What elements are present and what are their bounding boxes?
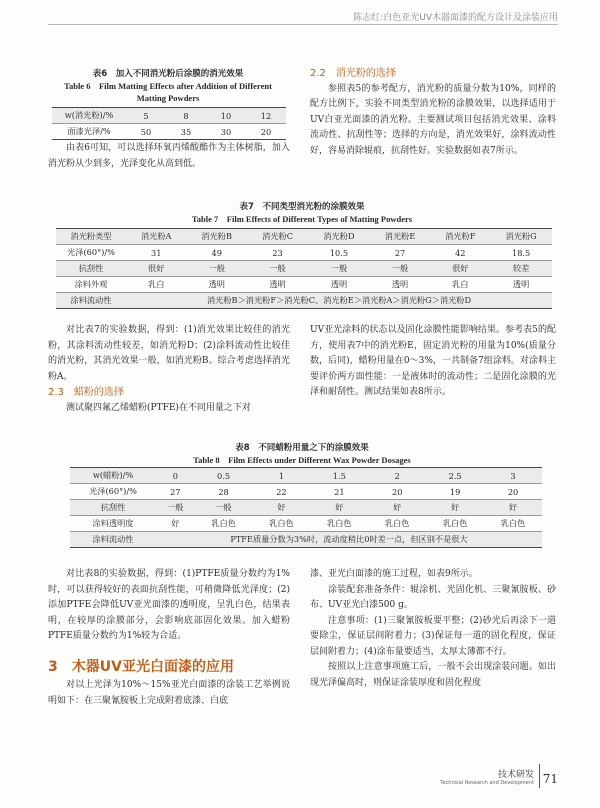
table7-cell: 23 [247,245,308,261]
table7-label: 光泽(60°)/% [56,245,126,261]
table7-header: 消光粉C [247,229,308,245]
left-column-bottom [48,567,290,645]
right-column-mid [310,323,556,401]
table7-caption [48,201,556,225]
paragraph: 参照表5的参考配方，消光粉的质量分数为10%，同样的配方比例下，实验不同类型消光粉的涂膜效果，以选择适用于UV白亚光面漆的消光粉。主要测试项目包括消光效果、涂料流动性、抗刮性等；选择的方向是，消光效果好，涂料流动性好，容易消除辊痕，抗刮性好。实验数据如表7所示。 [310,83,556,156]
table7-header: 消光粉E [370,229,431,245]
table6-caption-cn: 表6 加入不同消光粉后涂膜的消光效果 [92,69,244,79]
table8-caption-en: Table 8 Film Effects under Different Wax Powder Dosages [193,455,411,465]
table7-flow-cell: 消光粉B＞消光粉F＞消光粉C、消光粉E＞消光粉A＞消光粉G＞消光粉D [126,293,552,309]
table7-cell: 乳白 [126,277,186,293]
table7-header: 消光粉类型 [56,229,126,245]
table8-cell: 好 [156,516,195,532]
table6-cell: 10 [206,108,246,124]
table8-header: 3 [484,468,542,484]
header-rule [48,24,558,25]
paragraph: 对以上光泽为10%～15%亚光白面漆的涂装工艺举例说明如下：在三聚氰胺板上完成附着底漆、白底 [48,680,290,706]
table7-cell: 很好 [126,261,186,277]
table7-cell: 很好 [430,261,490,277]
table8-cell: 好 [426,500,484,516]
left-column-end [48,678,290,709]
left-column-top [48,141,290,172]
table7-header: 消光粉B [186,229,247,245]
paragraph: 由表6可知，可以选择环氧丙烯酸酯作为主体树脂，加入消光粉从少到多，光泽变化从高到低。 [48,143,290,169]
table8-cell: 好 [484,500,542,516]
table7-cell: 透明 [186,277,247,293]
footer-divider [539,764,540,788]
table8-cell: 27 [156,484,195,500]
section-2-2-heading: 2.2 消光粉的选择 [310,68,396,79]
table7-caption-cn: 表7 不同类型消光粉的涂膜效果 [239,202,365,212]
table7-header: 消光粉G [490,229,552,245]
table8-cell: 一般 [156,500,195,516]
table8-cell: 一般 [195,500,253,516]
section-3-heading: 3 木器UV亚光白面漆的应用 [48,659,234,675]
paragraph: UV亚光涂料的状态以及固化涂膜性能影响结果。参考表5的配方，使用表7中的消光粉E，固定消光粉的用量为10%(质量分数，后同)，蜡粉用量在0～3%，一共制备7组涂料。对涂料主要评价两方面性能：一是液体时的流动性；二是固化涂膜的光泽和耐刮性。测试结果如表8所示。 [310,325,556,397]
table8-label: 涂料流动性 [70,532,156,548]
table7-cell: 一般 [370,261,431,277]
table6-label: w(消光粉)/% [52,108,126,124]
table8-cell: 乳白色 [195,516,253,532]
table7 [56,228,552,309]
table7-header: 消光粉D [308,229,370,245]
paragraph: 按照以上注意事项施工后，一般不会出现涂装问题。如出现光泽偏高时，则保证涂装厚度和固化程度 [310,662,556,688]
table8-cell: 乳白色 [368,516,426,532]
table7-label: 抗刮性 [56,261,126,277]
table8-label: w(蜡粉)/% [70,468,156,484]
table8-label: 抗刮性 [70,500,156,516]
table8-cell: 乳白色 [426,516,484,532]
table8-cell: 乳白色 [252,516,310,532]
table7-cell: 乳白 [430,277,490,293]
table8-caption-cn: 表8 不同蜡粉用量之下的涂膜效果 [235,443,369,453]
table8-label: 涂料透明度 [70,516,156,532]
table7-cell: 27 [370,245,431,261]
table6-cell: 12 [246,108,286,124]
paragraph: 对比表8的实验数据，得到：(1)PTFE质量分数约为1%时，可以获得较好的表面抗刮性能，可稍微降低光泽度；(2)添加PTFE会降低UV亚光面漆的透明度，呈乳白色，结果表明，在较厚的涂膜部分，会影响底部固化效果。加入蜡粉PTFE质量分数约为1%较为合适。 [48,569,290,641]
table8-header: 1 [252,468,310,484]
table7-cell: 透明 [490,277,552,293]
table8-flow-cell: PTFE质量分数为3%时，流动度稍比0时差一点，但区别不是很大 [156,532,542,548]
table6-cell: 35 [180,126,192,137]
footer-subtitle: Technical Research and Development [440,780,534,786]
paragraph: 对比表7的实验数据，得到：(1)消光效果比较佳的消光粉，其涂料流动性较差，如消光粉D；(2)涂料流动性比较佳的消光粉，其消光效果一般，如消光粉B。综合考虑选择消光粉A。 [48,325,290,382]
table8-cell: 19 [426,484,484,500]
table7-header: 消光粉F [430,229,490,245]
table8 [70,467,542,548]
table6-cell: 30 [220,126,232,137]
table7-caption-en: Table 7 Film Effects of Different Types of Matting Powders [191,214,413,224]
table8-caption [48,442,556,466]
table7-cell: 透明 [370,277,431,293]
table6-caption-en1: Table 6 Film Matting Effects after Addition of Different [64,81,272,91]
table8-cell: 22 [252,484,310,500]
table6-cell: 50 [140,126,152,137]
table6-cell: 8 [166,108,206,124]
page-number: 71 [542,772,558,786]
right-column-bottom [310,567,556,691]
table7-cell: 10.5 [308,245,370,261]
table8-cell: 20 [484,484,542,500]
table6-caption-en2: Matting Powders [136,93,200,103]
table7-header: 消光粉A [126,229,186,245]
table6-cell: 20 [260,126,272,137]
table7-cell: 一般 [308,261,370,277]
table8-header: 2 [368,468,426,484]
left-column-mid [48,323,290,416]
table8-header: 2.5 [426,468,484,484]
table8-header: 1.5 [310,468,368,484]
table7-cell: 49 [186,245,247,261]
section-2-3-heading: 2.3 蜡粉的选择 [48,387,124,398]
table8-label: 光泽(60°)/% [70,484,156,500]
running-header: 陈志红:白色亚光UV木器面漆的配方设计及涂装应用 [353,13,558,23]
table6-cell: 5 [126,108,166,124]
table8-cell: 好 [368,500,426,516]
table7-cell: 18.5 [490,245,552,261]
table8-cell: 好 [252,500,310,516]
paragraph: 测试聚四氟乙烯蜡粉(PTFE)在不同用量之下对 [66,402,251,413]
table8-header: 0.5 [195,468,253,484]
table7-label: 涂料流动性 [56,293,126,309]
table7-cell: 透明 [308,277,370,293]
right-column-top [310,66,556,159]
table7-cell: 透明 [247,277,308,293]
paragraph: 注意事项：(1)三聚氰胺板要平整；(2)砂光后再涂下一道要除尘，保证层间附着力；(3)保证每一道的固化程度，保证层间附着力；(4)涂布量要适当，太厚太薄都不行。 [310,615,556,657]
table7-cell: 42 [430,245,490,261]
table8-cell: 乳白色 [484,516,542,532]
table8-cell: 20 [368,484,426,500]
table7-cell: 一般 [247,261,308,277]
table8-cell: 好 [310,500,368,516]
paragraph: 涂装配套准备条件：辊涂机、光固化机、三聚氰胺板、砂布、UV亚光白漆500 g。 [310,584,556,610]
table6-label: 面漆光泽/% [67,126,111,136]
footer-journal [440,767,534,786]
table7-label: 涂料外观 [56,277,126,293]
table7-cell: 31 [126,245,186,261]
paragraph: 漆、亚光白面漆的施工过程，如表9所示。 [310,569,478,579]
table8-cell: 21 [310,484,368,500]
table6-caption [48,68,288,104]
table7-cell: 较差 [490,261,552,277]
table7-cell: 一般 [186,261,247,277]
table8-cell: 乳白色 [310,516,368,532]
table8-cell: 28 [195,484,253,500]
table6 [52,107,286,140]
table8-header: 0 [156,468,195,484]
footer-title: 技术研发 [497,770,534,780]
